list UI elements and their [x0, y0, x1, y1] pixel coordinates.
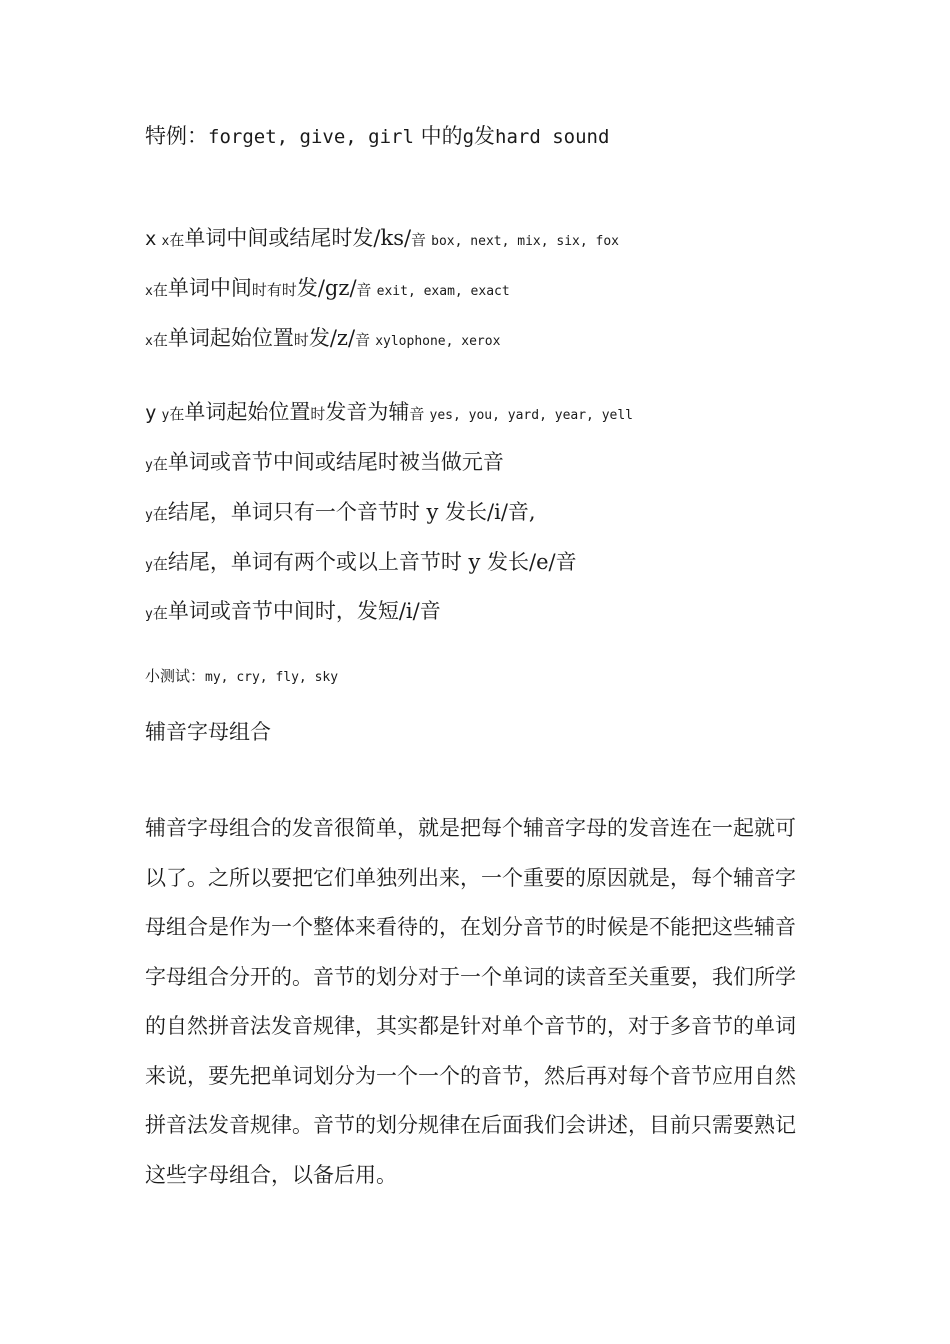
- special-case-line: [145, 126, 609, 147]
- paragraph-line: 以了。之所以要把它们单独列出来，一个重要的原因就是，每个辅音字: [145, 865, 796, 890]
- y-rule-1-examples: yes, you, yard, year, yell: [429, 408, 634, 423]
- x-rule-2-small: 时有时: [251, 281, 297, 299]
- zai-label: 在: [169, 405, 185, 423]
- y-rule-1-sound: 发音为辅: [325, 400, 410, 424]
- x-rule-3: [145, 328, 500, 349]
- y-rule-3-text: 结尾，单词只有一个音节时 y 发长/i/音,: [167, 500, 536, 524]
- special-words: forget, give, girl: [208, 126, 414, 148]
- x-rule-3-small: 时: [293, 331, 309, 349]
- x-rule-3-examples: xylophone, xerox: [375, 334, 501, 349]
- y-rule-2: [145, 452, 504, 473]
- y-letter: y: [145, 607, 153, 622]
- special-label: 特例：: [145, 124, 208, 148]
- y-letter: y: [145, 558, 153, 573]
- x-letter: x: [145, 334, 153, 349]
- special-middle: 中的: [420, 124, 463, 148]
- y-rule-1: [145, 402, 633, 423]
- y-rule-4-text: 结尾，单词有两个或以上音节时 y 发长/e/音: [167, 550, 577, 574]
- x-rule-2-examples: exit, exam, exact: [376, 284, 510, 299]
- x-letter: x: [145, 284, 153, 299]
- paragraph-line: 这些字母组合，以备后用。: [145, 1162, 397, 1187]
- yin-label: 音: [411, 231, 427, 249]
- special-letter: g: [462, 126, 475, 148]
- paragraph-line: 字母组合分开的。音节的划分对于一个单词的读音至关重要，我们所学: [145, 964, 796, 989]
- y-rule-2-text: 单词或音节中间或结尾时被当做元音: [167, 450, 504, 474]
- x-rule-2-text: 单词中间: [167, 276, 252, 300]
- quiz-words: my, cry, fly, sky: [205, 670, 339, 685]
- x-letter: x: [161, 234, 170, 249]
- y-letter: y: [161, 408, 170, 423]
- zai-label: 在: [152, 281, 168, 299]
- quiz-line: [145, 668, 338, 684]
- x-rule-1: [145, 228, 619, 249]
- paragraph-line: 来说，要先把单词划分为一个一个的音节，然后再对每个音节应用自然: [145, 1063, 796, 1088]
- section-title: 辅音字母组合: [145, 720, 271, 744]
- y-rule-4: [145, 552, 577, 573]
- x-rule-2: [145, 278, 510, 299]
- y-letter: y: [145, 508, 153, 523]
- zai-label: 在: [169, 231, 185, 249]
- yin-label: 音: [355, 331, 371, 349]
- y-rule-1-text: 单词起始位置: [184, 400, 311, 424]
- quiz-label: 小测试：: [145, 667, 206, 685]
- y-rule-5: [145, 601, 441, 622]
- y-rule-5-text: 单词或音节中间时，发短/i/音: [167, 599, 441, 623]
- zai-label: 在: [152, 604, 168, 622]
- zai-label: 在: [152, 331, 168, 349]
- paragraph-line: 辅音字母组合的发音很简单，就是把每个辅音字母的发音连在一起就可: [145, 816, 796, 840]
- y-rule-1-small: 时: [310, 405, 326, 423]
- x-rule-2-sound: 发/gz/: [296, 276, 357, 300]
- yin-label: 音: [409, 405, 425, 423]
- x-rule-1-examples: box, next, mix, six, fox: [431, 234, 619, 249]
- paragraph-line: 的自然拼音法发音规律，其实都是针对单个音节的，对于多音节的单词: [145, 1014, 796, 1038]
- paragraph-line: 母组合是作为一个整体来看待的，在划分音节的时候是不能把这些辅音: [145, 915, 796, 939]
- special-sound: hard sound: [495, 126, 610, 148]
- x-rule-3-sound: 发/z/: [308, 326, 356, 350]
- y-heading: y: [145, 402, 157, 424]
- zai-label: 在: [152, 505, 168, 523]
- special-fa: 发: [474, 124, 496, 148]
- y-rule-3: [145, 502, 536, 523]
- zai-label: 在: [152, 555, 168, 573]
- x-heading: x: [145, 228, 157, 250]
- x-rule-1-text: 单词中间或结尾时发/ks/: [184, 226, 412, 250]
- zai-label: 在: [152, 455, 168, 473]
- yin-label: 音: [356, 281, 372, 299]
- y-letter: y: [145, 458, 153, 473]
- paragraph-line: 拼音法发音规律。音节的划分规律在后面我们会讲述，目前只需要熟记: [145, 1113, 796, 1137]
- paragraph: [145, 804, 815, 1200]
- x-rule-3-text: 单词起始位置: [167, 326, 294, 350]
